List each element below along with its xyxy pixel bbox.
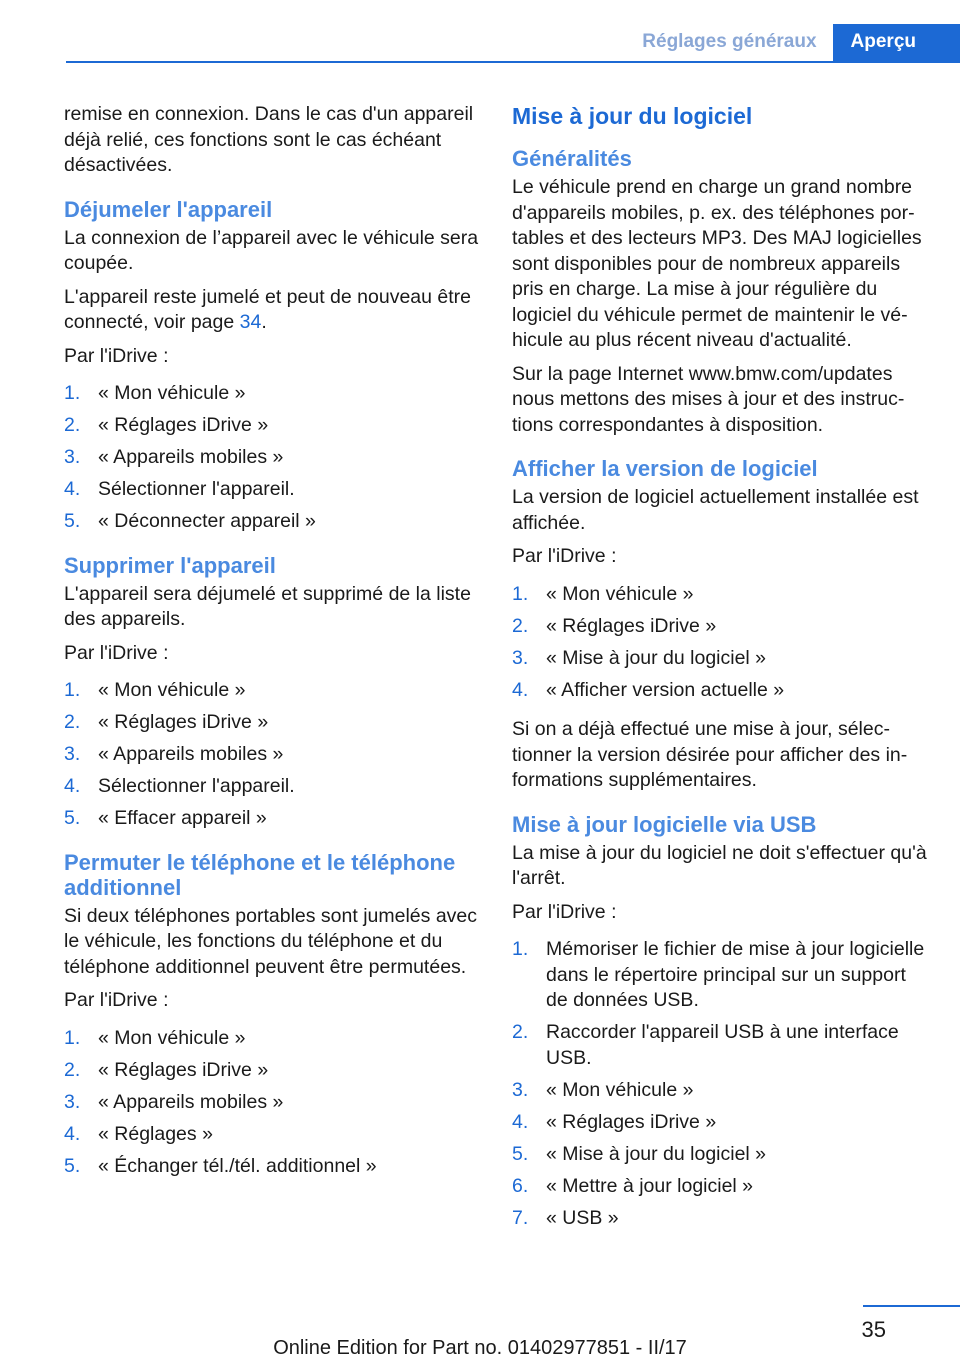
list-item — [512, 582, 932, 608]
list-item — [64, 710, 484, 736]
intro-paragraph: remise en connexion. Dans le cas d'un appareil déjà relié, ces fonctions sont le cas échéant désactivées. — [64, 103, 474, 176]
list-item — [64, 413, 484, 439]
header-rule — [66, 61, 960, 63]
step-number: 1. — [64, 1026, 81, 1049]
step-number: 6. — [512, 1174, 529, 1197]
step-text: « Appareils mobiles » — [98, 743, 284, 765]
version-steps — [512, 582, 932, 704]
page-link-34[interactable]: 34 — [239, 311, 262, 333]
usb-via: Par l'iDrive : — [512, 900, 617, 923]
step-text: Sélectionner l'appareil. — [98, 478, 295, 500]
list-item — [512, 1020, 932, 1071]
swap-heading: Permuter le téléphone et le téléphone additionnel — [64, 849, 456, 900]
delete-paragraph: L'appareil sera déjumelé et supprimé de la liste des appareils. — [64, 582, 471, 630]
step-text: « Afficher version actuelle » — [546, 678, 785, 701]
step-text: « Réglages iDrive » — [98, 711, 269, 733]
footer-edition: Online Edition for Part no. 01402977851 - II/17 — [273, 1337, 687, 1359]
unpair-paragraph-2 — [64, 285, 484, 336]
step-number: 3. — [64, 446, 81, 468]
general-paragraph-2: Sur la page Internet www.bmw.com/updates nous mettons des mises à jour et des instructions correspondantes à disposition. — [512, 362, 905, 436]
software-update-title: Mise à jour du logiciel — [512, 103, 753, 129]
header-tab-active: Aperçu — [833, 24, 960, 62]
list-item — [64, 477, 484, 503]
step-text: « Réglages iDrive » — [546, 1110, 717, 1133]
header-section-label: Réglages généraux — [642, 31, 817, 52]
list-item — [512, 1110, 932, 1136]
header-tabs — [626, 24, 960, 62]
step-number: 4. — [512, 1110, 529, 1133]
usb-heading: Mise à jour logicielle via USB — [512, 811, 817, 837]
step-number: 4. — [512, 678, 529, 701]
unpair-heading: Déjumeler l'appareil — [64, 196, 273, 222]
step-text: « USB » — [546, 1206, 619, 1229]
list-item — [64, 742, 484, 768]
version-paragraph-2: Si on a déjà effectué une mise à jour, sélectionner la version désirée pour afficher des informations supplémentaires. — [512, 718, 908, 791]
list-item — [64, 381, 484, 407]
list-item — [64, 806, 484, 832]
step-number: 1. — [512, 938, 529, 960]
list-item — [512, 646, 932, 672]
unpair-via: Par l'iDrive : — [64, 344, 169, 367]
step-text: « Appareils mobiles » — [98, 446, 284, 468]
list-item — [64, 509, 484, 535]
step-number: 5. — [64, 1154, 81, 1177]
step-text: Raccorder l'appareil USB à une interface USB. — [546, 1021, 899, 1069]
step-text: « Mon véhicule » — [98, 382, 246, 404]
step-text: « Échanger tél./tél. additionnel » — [98, 1154, 377, 1177]
list-item — [64, 445, 484, 471]
step-number: 4. — [64, 1122, 81, 1145]
step-text: « Réglages iDrive » — [546, 614, 717, 637]
step-number: 2. — [512, 1021, 529, 1043]
step-text: « Mon véhicule » — [546, 582, 694, 605]
step-text: « Réglages iDrive » — [98, 1058, 269, 1081]
step-number: 1. — [64, 679, 81, 701]
step-text: « Mon véhicule » — [98, 679, 246, 701]
unpair-paragraph-2-text: L'appareil reste jumelé et peut de nouveau être connecté, voir page — [64, 285, 471, 333]
list-item — [64, 774, 484, 800]
step-number: 3. — [64, 1090, 81, 1113]
list-item — [512, 614, 932, 640]
page-number-rule — [863, 1305, 960, 1307]
list-item — [64, 1122, 484, 1148]
step-number: 3. — [64, 743, 81, 765]
general-paragraph-1: Le véhicule prend en charge un grand nombre d'appareils mobiles, p. ex. des téléphones portables et des lecteurs MP3. Des MAJ logicielles sont disponibles pour de nombreux appareils pris en charge. La mise à jour régulière du logiciel du véhicule permet de maintenir le véhicule au plus récent niveau d'actualité. — [512, 176, 922, 351]
step-text: Sélectionner l'appareil. — [98, 775, 295, 797]
list-item — [512, 1206, 932, 1232]
version-heading: Afficher la version de logiciel — [512, 456, 818, 481]
delete-steps — [64, 678, 484, 832]
general-heading: Généralités — [512, 146, 632, 171]
list-item — [512, 678, 932, 704]
step-number: 1. — [512, 582, 529, 605]
step-number: 5. — [512, 1142, 529, 1165]
step-text: « Réglages iDrive » — [98, 414, 269, 436]
list-item — [512, 1078, 932, 1104]
step-text: « Mon véhicule » — [98, 1026, 246, 1049]
page-number: 35 — [861, 1317, 886, 1342]
list-item — [64, 1058, 484, 1084]
list-item — [512, 1174, 932, 1200]
step-text: « Mettre à jour logiciel » — [546, 1174, 754, 1197]
step-number: 5. — [64, 510, 81, 532]
step-text: « Mise à jour du logiciel » — [546, 1142, 767, 1165]
swap-steps — [64, 1026, 484, 1180]
usb-paragraph: La mise à jour du logiciel ne doit s'effectuer qu'à l'arrêt. — [512, 841, 927, 889]
unpair-steps — [64, 381, 484, 535]
step-number: 5. — [64, 807, 81, 829]
list-item — [512, 1142, 932, 1168]
step-text: « Mise à jour du logiciel » — [546, 646, 767, 669]
delete-via: Par l'iDrive : — [64, 641, 169, 664]
step-text: « Mon véhicule » — [546, 1078, 694, 1101]
version-via: Par l'iDrive : — [512, 545, 617, 567]
step-text: « Effacer appareil » — [98, 807, 267, 829]
step-number: 2. — [512, 614, 529, 637]
step-number: 2. — [64, 711, 81, 733]
step-text: Mémoriser le fichier de mise à jour logicielle dans le répertoire principal sur un support de données USB. — [546, 938, 925, 1011]
list-item — [64, 1154, 484, 1180]
step-number: 3. — [512, 1078, 529, 1101]
delete-heading: Supprimer l'appareil — [64, 552, 276, 578]
step-number: 3. — [512, 646, 529, 669]
step-number: 1. — [64, 382, 81, 404]
step-number: 2. — [64, 1058, 81, 1081]
step-number: 4. — [64, 478, 81, 500]
unpair-paragraph-1: La connexion de l’appareil avec le véhicule sera coupée. — [64, 226, 479, 274]
left-column — [64, 102, 484, 1193]
step-number: 7. — [512, 1206, 529, 1229]
list-item — [512, 937, 932, 1014]
step-number: 4. — [64, 775, 81, 797]
swap-paragraph: Si deux téléphones portables sont jumelés avec le véhicule, les fonctions du téléphone et du téléphone additionnel peuvent être permutées. — [64, 904, 478, 978]
usb-steps — [512, 937, 932, 1231]
list-item — [64, 678, 484, 704]
list-item — [64, 1026, 484, 1052]
version-paragraph-1: La version de logiciel actuellement installée est affichée. — [512, 486, 919, 534]
step-text: « Réglages » — [98, 1122, 213, 1145]
swap-via: Par l'iDrive : — [64, 989, 169, 1011]
list-item — [64, 1090, 484, 1116]
unpair-paragraph-2-end: . — [261, 311, 267, 333]
right-column — [512, 102, 932, 1245]
step-text: « Déconnecter appareil » — [98, 510, 316, 532]
step-text: « Appareils mobiles » — [98, 1090, 284, 1113]
step-number: 2. — [64, 414, 81, 436]
